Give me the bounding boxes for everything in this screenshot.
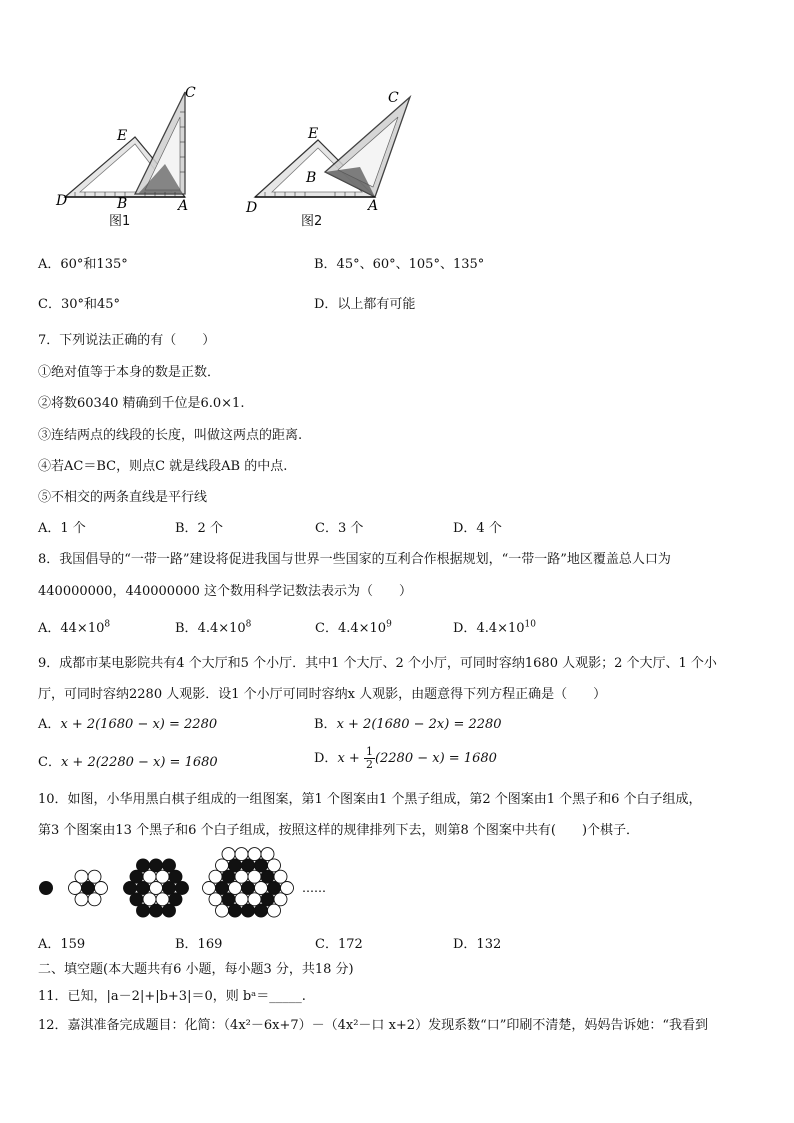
q7-item-5: ⑤不相交的两条直线是平行线	[38, 490, 208, 505]
label-b-2: B	[306, 170, 317, 186]
q8-option-a-prefix: A．	[38, 621, 61, 636]
q9-option-a-prefix: A．	[38, 717, 61, 732]
label-b: B	[117, 196, 128, 212]
q11-stem: 11．已知，|a－2|+|b+3|＝0，则 bᵃ＝_____.	[38, 989, 306, 1004]
q9-option-d-prefix: D．	[314, 751, 338, 766]
pattern-4	[203, 848, 294, 924]
q9-option-d-fraction	[364, 746, 375, 771]
figure-1-caption: 图1	[109, 214, 131, 229]
pattern-ellipsis: ……	[302, 881, 326, 895]
q9-option-d[interactable]	[314, 746, 497, 771]
q8-stem-line-2: 440000000，440000000 这个数用科学记数法表示为（ ）	[38, 584, 413, 599]
q9-option-b[interactable]	[314, 716, 502, 734]
q8-option-a[interactable]	[38, 620, 110, 638]
pattern-3	[124, 859, 189, 917]
figure-2	[245, 90, 410, 216]
q9-option-c[interactable]	[38, 754, 218, 772]
q9-option-a[interactable]	[38, 716, 217, 734]
q10-option-a[interactable]: A．159	[38, 937, 86, 952]
q9-option-c-prefix: C．	[38, 755, 61, 770]
q10-option-d[interactable]: D．132	[453, 937, 502, 952]
label-a-2: A	[368, 198, 379, 214]
q8-option-c-base: 4.4×10	[337, 621, 387, 636]
q7-item-4: ④若AC＝BC，则点C 就是线段AB 的中点.	[38, 459, 288, 474]
q7-option-b[interactable]: B．2 个	[175, 521, 223, 536]
label-a: A	[178, 198, 189, 214]
q9-stem-line-2: 厅，可同时容纳2280 人观影．设1 个小厅可同时容纳x 人观影，由题意得下列方程正确是（ ）	[38, 687, 607, 702]
q8-option-b-base: 4.4×10	[197, 621, 246, 636]
section-2-heading: 二、填空题(本大题共有6 小题，每小题3 分，共18 分)	[38, 962, 354, 977]
q8-option-d[interactable]	[453, 620, 536, 638]
q9-option-d-eq-post: (2280 − x) = 1680	[374, 751, 497, 766]
q9-option-b-equation: x + 2(1680 − 2x) = 2280	[336, 717, 502, 732]
pattern-2	[69, 870, 108, 906]
q8-option-c-exp: 9	[386, 619, 392, 630]
q7-option-a[interactable]: A．1 个	[38, 521, 86, 536]
q10-option-c[interactable]: C．172	[315, 937, 363, 952]
q7-item-1: ①绝对值等于本身的数是正数．	[38, 365, 221, 380]
q9-stem-line-1: 9．成都市某电影院共有4 个大厅和5 个小厅．其中1 个大厅、2 个小厅，可同时容纳1680 人观影；2 个大厅、1 个小	[38, 656, 717, 671]
q7-item-3: ③连结两点的线段的长度，叫做这两点的距离.	[38, 428, 303, 443]
q8-option-a-base: 44×10	[60, 621, 105, 636]
q8-option-d-exp: 10	[524, 619, 536, 630]
q9-option-c-equation: x + 2(2280 − x) = 1680	[60, 755, 218, 770]
q6-option-b[interactable]: B．45°、60°、105°、135°	[314, 257, 485, 272]
figure-2-caption: 图2	[301, 214, 323, 229]
q7-stem: 7．下列说法正确的有（ ）	[38, 333, 216, 348]
q8-option-c-prefix: C．	[315, 621, 338, 636]
label-c-2: C	[388, 90, 399, 106]
label-d-2: D	[246, 200, 258, 216]
q6-option-d[interactable]: D．以上都有可能	[314, 297, 416, 312]
pattern-1	[39, 881, 53, 895]
q7-option-c[interactable]: C．3 个	[315, 521, 364, 536]
q9-option-b-prefix: B．	[314, 717, 337, 732]
q9-option-d-denominator: 2	[365, 758, 373, 771]
q8-option-b-exp: 8	[245, 619, 252, 630]
q8-option-d-prefix: D．	[453, 621, 477, 636]
q12-stem: 12．嘉淇准备完成题目：化简：（4x²－6x+7）－（4x²－口 x+2）发现系数“口”印刷不清楚，妈妈告诉她：“我看到	[38, 1018, 709, 1033]
q10-stem-line-2: 第3 个图案由13 个黑子和6 个白子组成，按照这样的规律排列下去，则第8 个图案中共有( )个棋子．	[38, 823, 640, 838]
q8-option-d-base: 4.4×10	[476, 621, 525, 636]
q9-option-d-numerator: 1	[365, 745, 373, 758]
triangle-figures	[50, 82, 430, 232]
q9-option-d-eq-pre: x +	[337, 751, 364, 766]
q7-option-d[interactable]: D．4 个	[453, 521, 502, 536]
label-e: E	[117, 128, 128, 144]
q8-option-b[interactable]	[175, 620, 251, 638]
q7-item-2: ②将数60340 精确到千位是6.0×1.	[38, 396, 245, 411]
q6-option-a[interactable]: A．60°和135°	[38, 257, 128, 272]
q8-stem-line-1: 8．我国倡导的“一带一路”建设将促进我国与世界一些国家的互利合作根据规划，“一带一路”地区覆盖总人口为	[38, 552, 671, 567]
q6-option-c[interactable]: C．30°和45°	[38, 297, 121, 312]
label-e-2: E	[308, 126, 319, 142]
q10-stem-line-1: 10．如图，小华用黑白棋子组成的一组图案，第1 个图案由1 个黑子组成，第2 个图案由1 个黑子和6 个白子组成，	[38, 792, 702, 807]
label-d: D	[56, 193, 68, 209]
go-stone-patterns	[30, 842, 350, 924]
label-c: C	[185, 85, 196, 101]
q10-option-b[interactable]: B．169	[175, 937, 223, 952]
q8-option-a-exp: 8	[104, 619, 111, 630]
q9-option-a-equation: x + 2(1680 − x) = 2280	[60, 717, 218, 732]
figure-1	[55, 85, 196, 214]
q8-option-c[interactable]	[315, 620, 392, 638]
q8-option-b-prefix: B．	[175, 621, 198, 636]
